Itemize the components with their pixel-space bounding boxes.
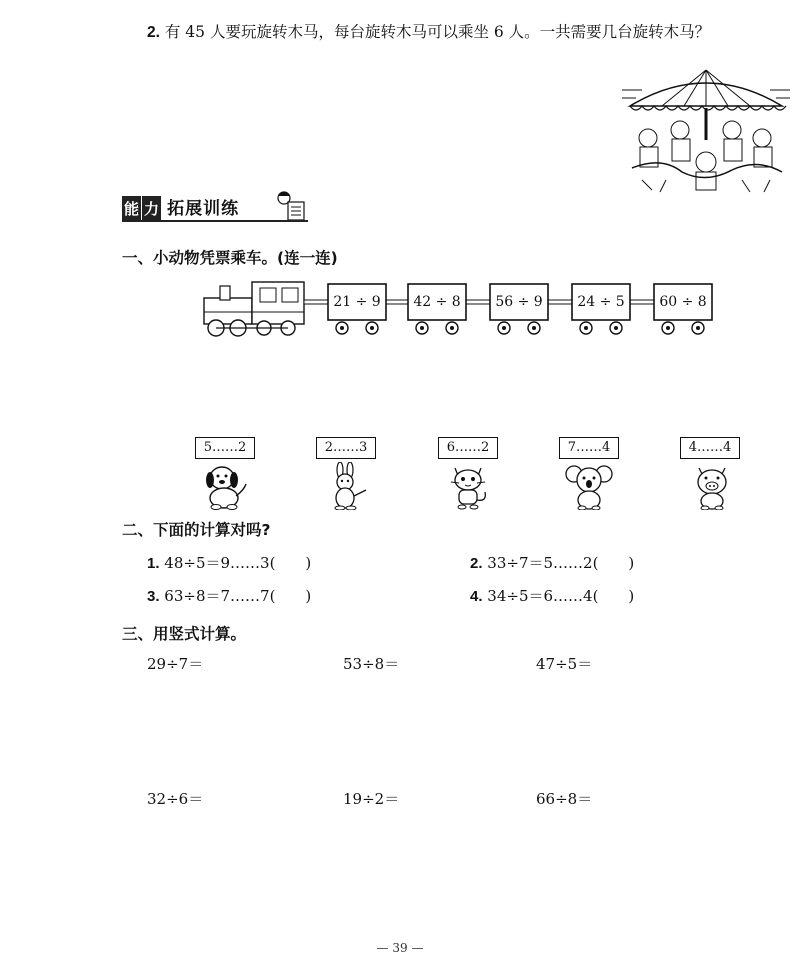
car-1-label: 21 ÷ 9 [333, 294, 381, 310]
section-1-title: 一、小动物凭票乘车。(连一连) [122, 249, 338, 267]
car-3-label: 56 ÷ 9 [495, 294, 543, 310]
vertical-calc-3: 47÷5＝ [536, 655, 593, 673]
problem-2 [147, 20, 710, 42]
problem-2-text: 有 45 人要玩旋转木马，每台旋转木马可以乘坐 6 人。一共需要几台旋转木马？ [164, 23, 711, 41]
car-2-label: 42 ÷ 8 [413, 294, 461, 310]
judge-item-4-text: 34÷5＝6……4( ) [487, 587, 635, 605]
vertical-calc-4: 32÷6＝ [147, 790, 204, 808]
ability-training-banner [122, 194, 312, 222]
vertical-calc-6: 66÷8＝ [536, 790, 593, 808]
rabbit-icon [320, 462, 370, 510]
judge-item-1-number: 1. [147, 555, 160, 572]
banner-badge-2: 力 [142, 196, 161, 221]
vertical-calc-5: 19÷2＝ [343, 790, 400, 808]
ticket-2: 2……3 [316, 437, 376, 459]
judge-item-3-text: 63÷8＝7……7( ) [164, 587, 312, 605]
judge-item-4 [470, 585, 634, 606]
page-number: — 39 — [376, 941, 424, 955]
pencil-girl-icon [270, 190, 310, 222]
cat-icon [443, 462, 493, 510]
train-illustration [200, 278, 730, 342]
judge-item-2 [470, 552, 634, 573]
judge-item-3-number: 3. [147, 588, 160, 605]
car-5-label: 60 ÷ 8 [659, 294, 707, 310]
ticket-4: 7……4 [559, 437, 619, 459]
judge-item-2-number: 2. [470, 555, 483, 572]
car-4-label: 24 ÷ 5 [577, 294, 625, 310]
banner-text: 拓展训练 [167, 199, 240, 219]
judge-item-4-number: 4. [470, 588, 483, 605]
ticket-3: 6……2 [438, 437, 498, 459]
section-2-title: 二、下面的计算对吗? [122, 521, 271, 539]
judge-item-2-text: 33÷7＝5……2( ) [487, 554, 635, 572]
pig-icon [687, 462, 737, 510]
koala-icon [564, 462, 614, 510]
judge-item-3 [147, 585, 311, 606]
vertical-calc-2: 53÷8＝ [343, 655, 400, 673]
problem-2-number: 2. [147, 24, 160, 41]
carousel-illustration [622, 68, 790, 194]
banner-badge-1: 能 [122, 196, 141, 221]
ticket-1: 5……2 [195, 437, 255, 459]
dog-icon [200, 462, 250, 510]
judge-item-1 [147, 552, 311, 573]
ticket-5: 4……4 [680, 437, 740, 459]
judge-item-1-text: 48÷5＝9……3( ) [164, 554, 312, 572]
vertical-calc-1: 29÷7＝ [147, 655, 204, 673]
section-3-title: 三、用竖式计算。 [122, 625, 247, 643]
